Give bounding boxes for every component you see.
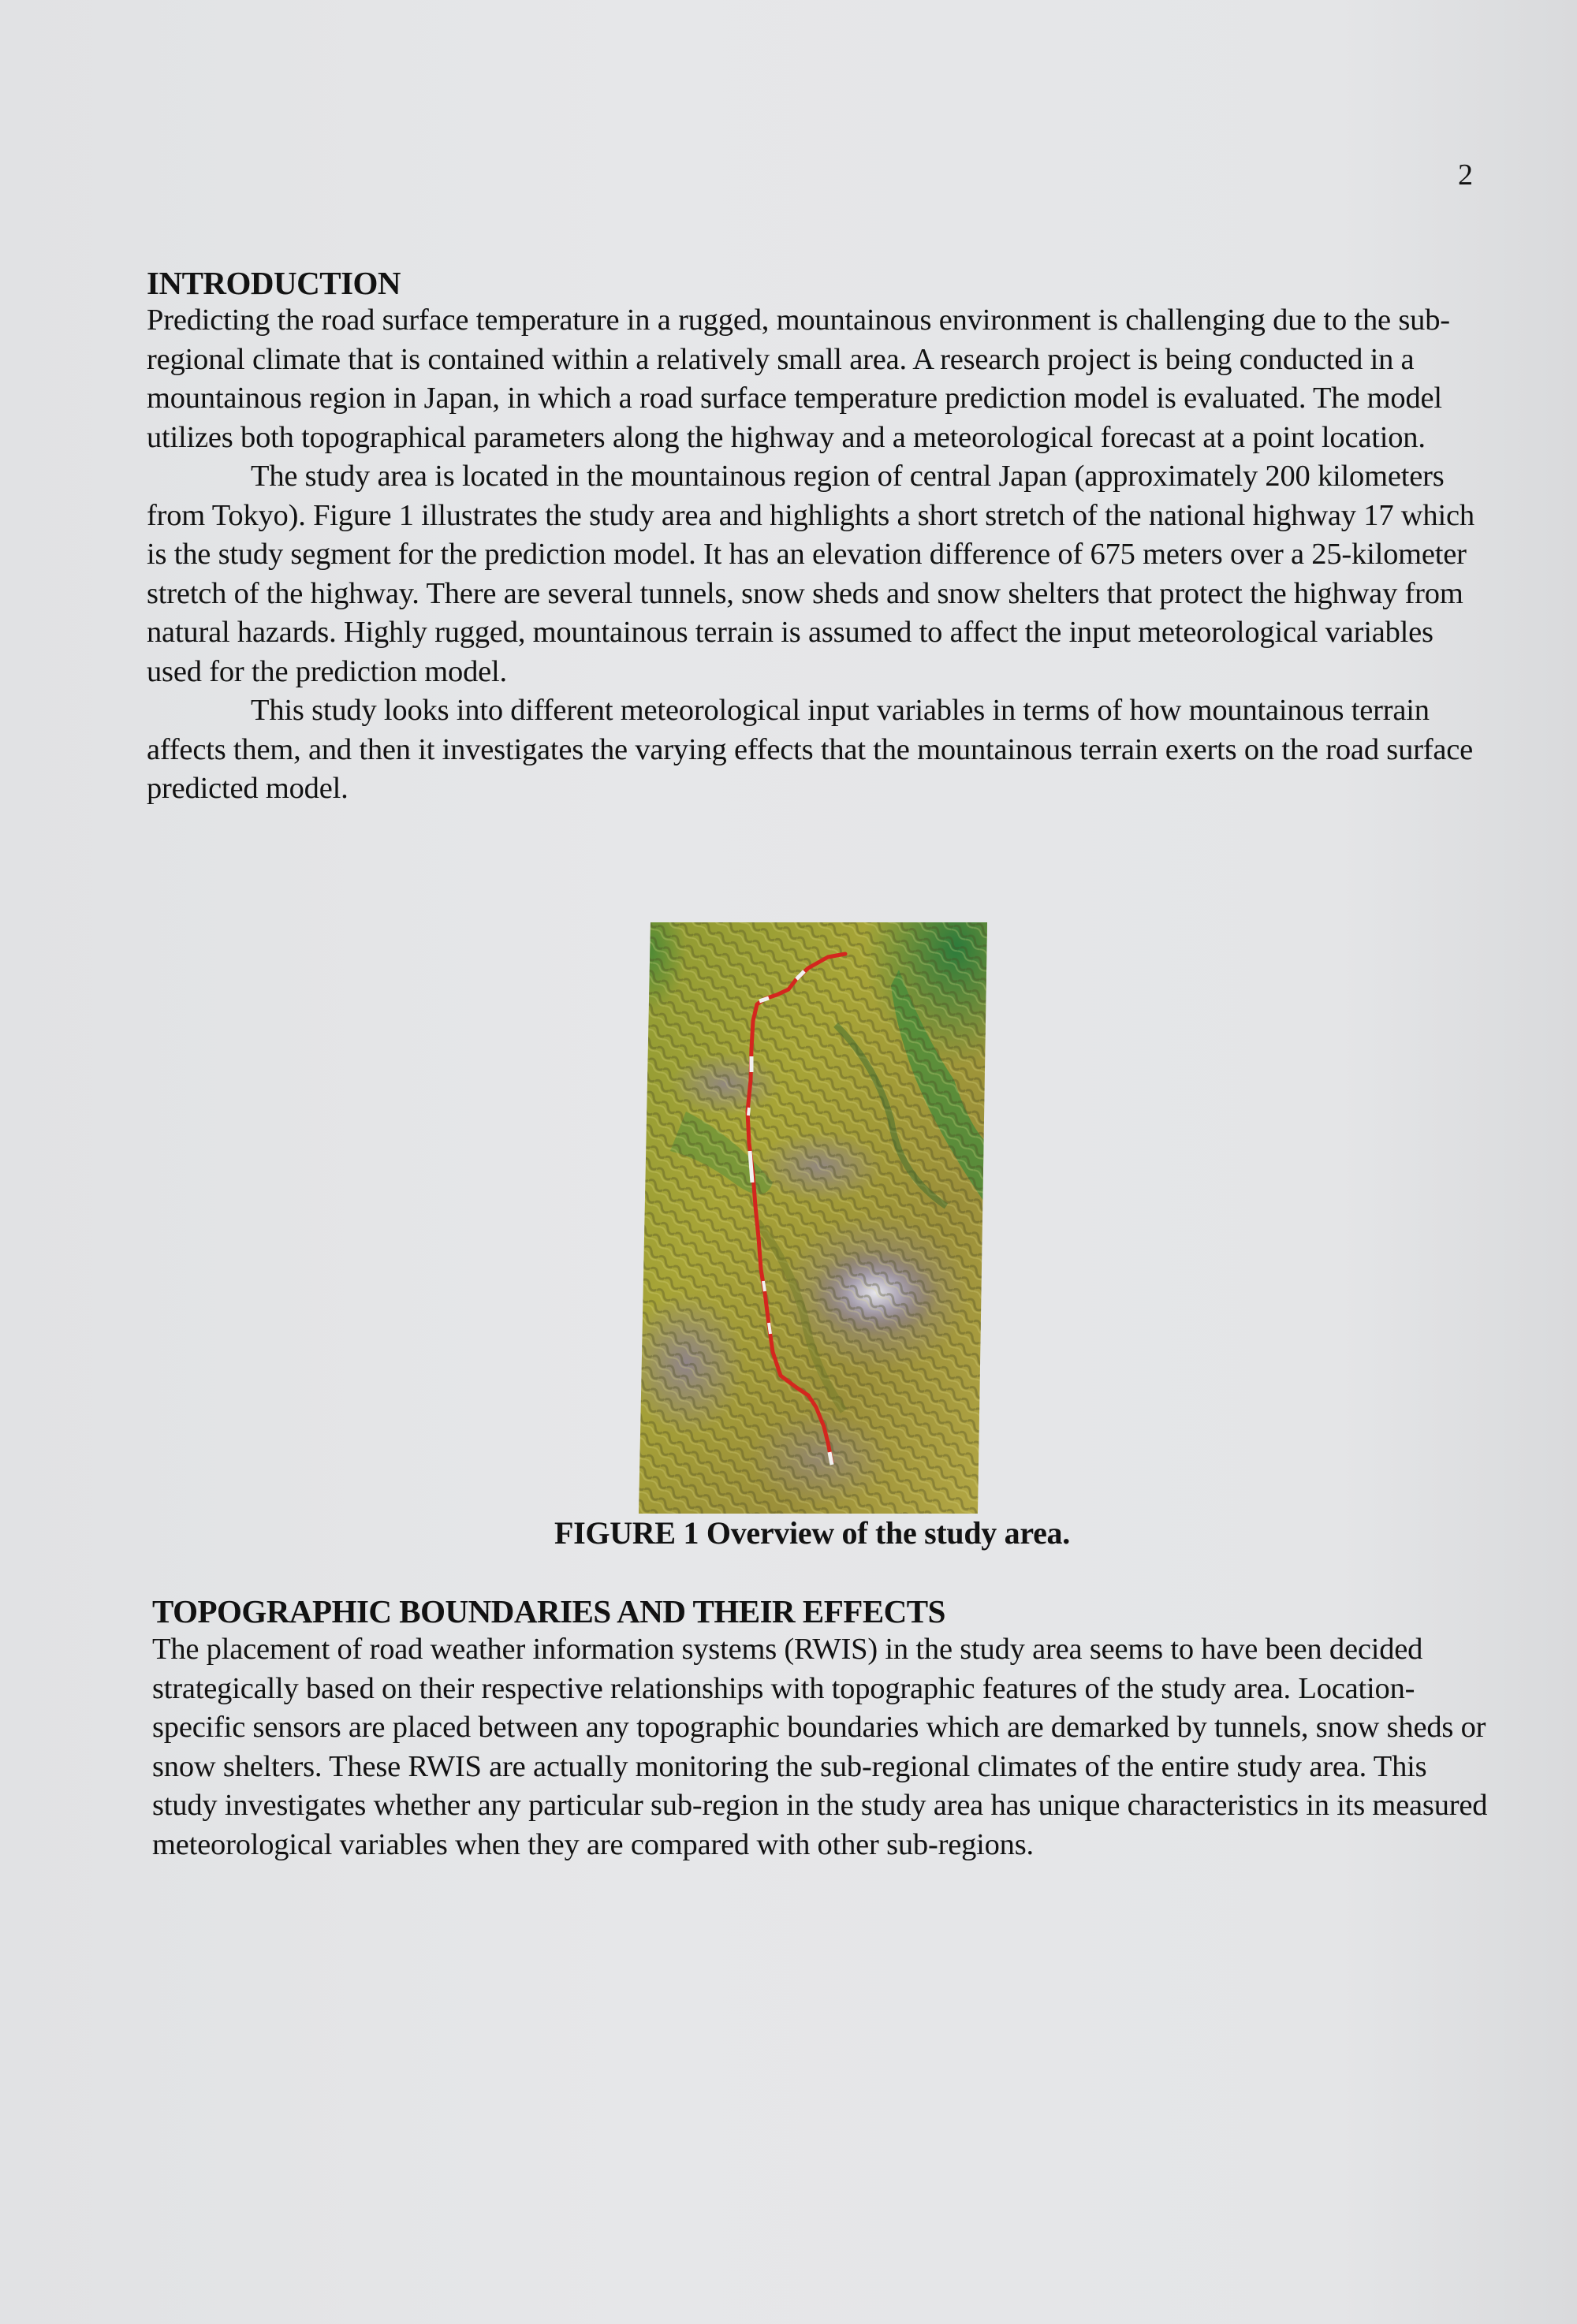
introduction-body (147, 301, 1479, 809)
introduction-paragraph-2: The study area is located in the mountainous region of central Japan (approximately 200 kilometers from Tokyo). Figure 1 illustrates the study area and highlights a short stretch of the national highway 17 which is the study segment for the prediction model. It has an elevation difference of 675 meters over a 25-kilometer stretch of the highway. There are several tunnels, snow sheds and snow shelters that protect the highway from natural hazards. Highly rugged, mountainous terrain is assumed to affect the input meteorological variables used for the prediction model. (147, 460, 1474, 688)
topographic-body (152, 1630, 1493, 1864)
introduction-paragraph-3: This study looks into different meteorological input variables in terms of how mountainous terrain affects them, and then it investigates the varying effects that the mountainous terrain exerts on the road surface predicted model. (147, 694, 1474, 805)
introduction-heading: INTRODUCTION (147, 265, 401, 301)
introduction-paragraph-1: Predicting the road surface temperature in a rugged, mountainous environment is challenging due to the sub-regional climate that is contained within a relatively small area. A research project is being conducted in a mountainous region in Japan, in which a road surface temperature prediction model is evaluated. The model utilizes both topographical parameters along the highway and a meteorological forecast at a point location. (147, 304, 1450, 454)
topographic-paragraph-1: The placement of road weather information systems (RWIS) in the study area seems to have been decided strategically based on their respective relationships with topographic features of the study area. Location-specific sensors are placed between any topographic boundaries which are demarked by tunnels, snow sheds or snow shelters. These RWIS are actually monitoring the sub-regional climates of the entire study area. This study investigates whether any particular sub-region in the study area has unique characteristics in its measured meteorological variables when they are compared with other sub-regions. (152, 1633, 1488, 1861)
figure-caption: FIGURE 1 Overview of the study area. (554, 1515, 1070, 1551)
study-area-figure (639, 922, 987, 1514)
topographic-heading: TOPOGRAPHIC BOUNDARIES AND THEIR EFFECTS (152, 1593, 945, 1629)
page-number: 2 (1458, 158, 1473, 192)
terrain-map-image (639, 922, 987, 1514)
